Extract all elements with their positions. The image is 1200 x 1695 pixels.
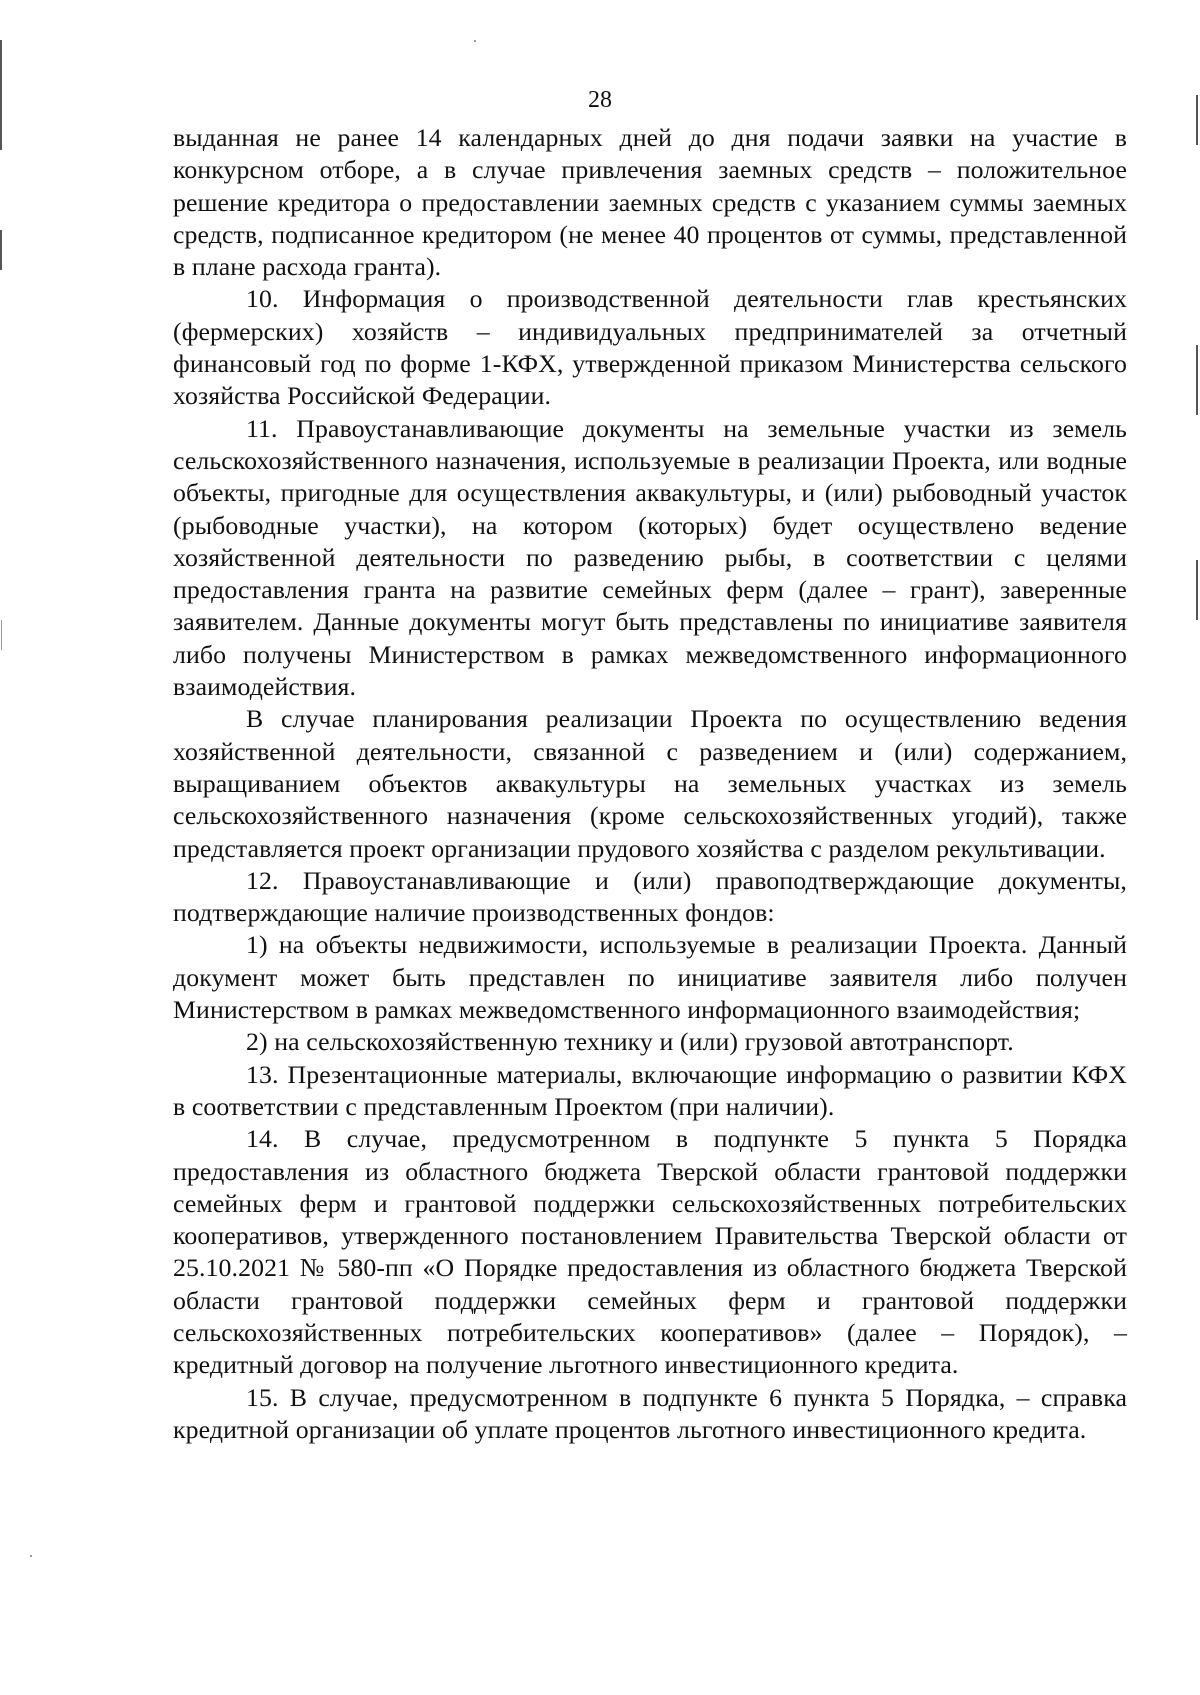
paragraph-aquaculture-note: В случае планирования реализации Проекта по осуществлению ведения хозяйственной деятельности, связанной с разведением и (или) содержанием, выращиванием объектов аквакультуры на земельных участках из земель сельскохозяйственного назначения (кроме сельскохозяйственных угодий), также представляется проект организации прудового хозяйства с разделом рекультивации.: [173, 704, 1127, 863]
paragraph-item-10: 10. Информация о производственной деятельности глав крестьянских (фермерских) хозяйств – индивидуальных предпринимателей за отчетный финансовый год по форме 1-КФХ, утвержденной приказом Министерства сельского хозяйства Российской Федерации.: [173, 284, 1127, 411]
paragraph-continuation: выданная не ранее 14 календарных дней до дня подачи заявки на участие в конкурсном отборе, а в случае привлечения заемных средств – положительное решение кредитора о предоставлении заемных средств с указанием суммы заемных средств, подписанное кредитором (не менее 40 процентов от суммы, представленной в плане расхода гранта).: [173, 123, 1127, 282]
paragraph-item-11: 11. Правоустанавливающие документы на земельные участки из земель сельскохозяйственного назначения, используемые в реализации Проекта, или водные объекты, пригодные для осуществления аквакультуры, и (или) рыбоводный участок (рыбоводные участки), на котором (которых) будет осуществлено ведение хозяйственной деятельности по разведению рыбы, в соответствии с целями предоставления гранта на развитие семейных ферм (далее – грант), заверенные заявителем. Данные документы могут быть представлены по инициативе заявителя либо получены Министерством в рамках межведомственного информационного взаимодействия.: [173, 413, 1127, 702]
scan-edge-mark: [1196, 345, 1198, 415]
document-body: [173, 122, 1127, 1446]
paragraph-item-12-2: 2) на сельскохозяйственную технику и (или) грузовой автотранспорт.: [246, 1027, 1014, 1057]
scan-dust: [474, 40, 476, 42]
scan-dust: [30, 1555, 32, 1557]
paragraph-item-13: 13. Презентационные материалы, включающие информацию о развитии КФХ в соответствии с представленным Проектом (при наличии).: [173, 1059, 1127, 1121]
paragraph-item-12: 12. Правоустанавливающие и (или) правоподтверждающие документы, подтверждающие наличие производственных фондов:: [173, 865, 1127, 928]
page-number: 28: [588, 87, 612, 113]
scan-edge-mark: [0, 230, 2, 270]
scan-edge-mark: [1, 620, 2, 650]
paragraph-item-12-1: 1) на объекты недвижимости, используемые в реализации Проекта. Данный документ может быть представлен по инициативе заявителя либо получен Министерством в рамках межведомственного информационного взаимодействия;: [173, 930, 1127, 1025]
paragraph-item-15: 15. В случае, предусмотренном в подпункте 6 пункта 5 Порядка, – справка кредитной организации об уплате процентов льготного инвестиционного кредита.: [173, 1382, 1127, 1444]
scan-edge-mark: [1196, 560, 1198, 620]
paragraph-item-14: 14. В случае, предусмотренном в подпункте 5 пункта 5 Порядка предоставления из областного бюджета Тверской области грантовой поддержки семейных ферм и грантовой поддержки сельскохозяйственных потребительских кооперативов, утвержденного постановлением Правительства Тверской области от 25.10.2021 № 580-пп «О Порядке предоставления из областного бюджета Тверской области грантовой поддержки семейных ферм и грантовой поддержки сельскохозяйственных потребительских кооперативов» (далее – Порядок), – кредитный договор на получение льготного инвестиционного кредита.: [173, 1124, 1127, 1380]
